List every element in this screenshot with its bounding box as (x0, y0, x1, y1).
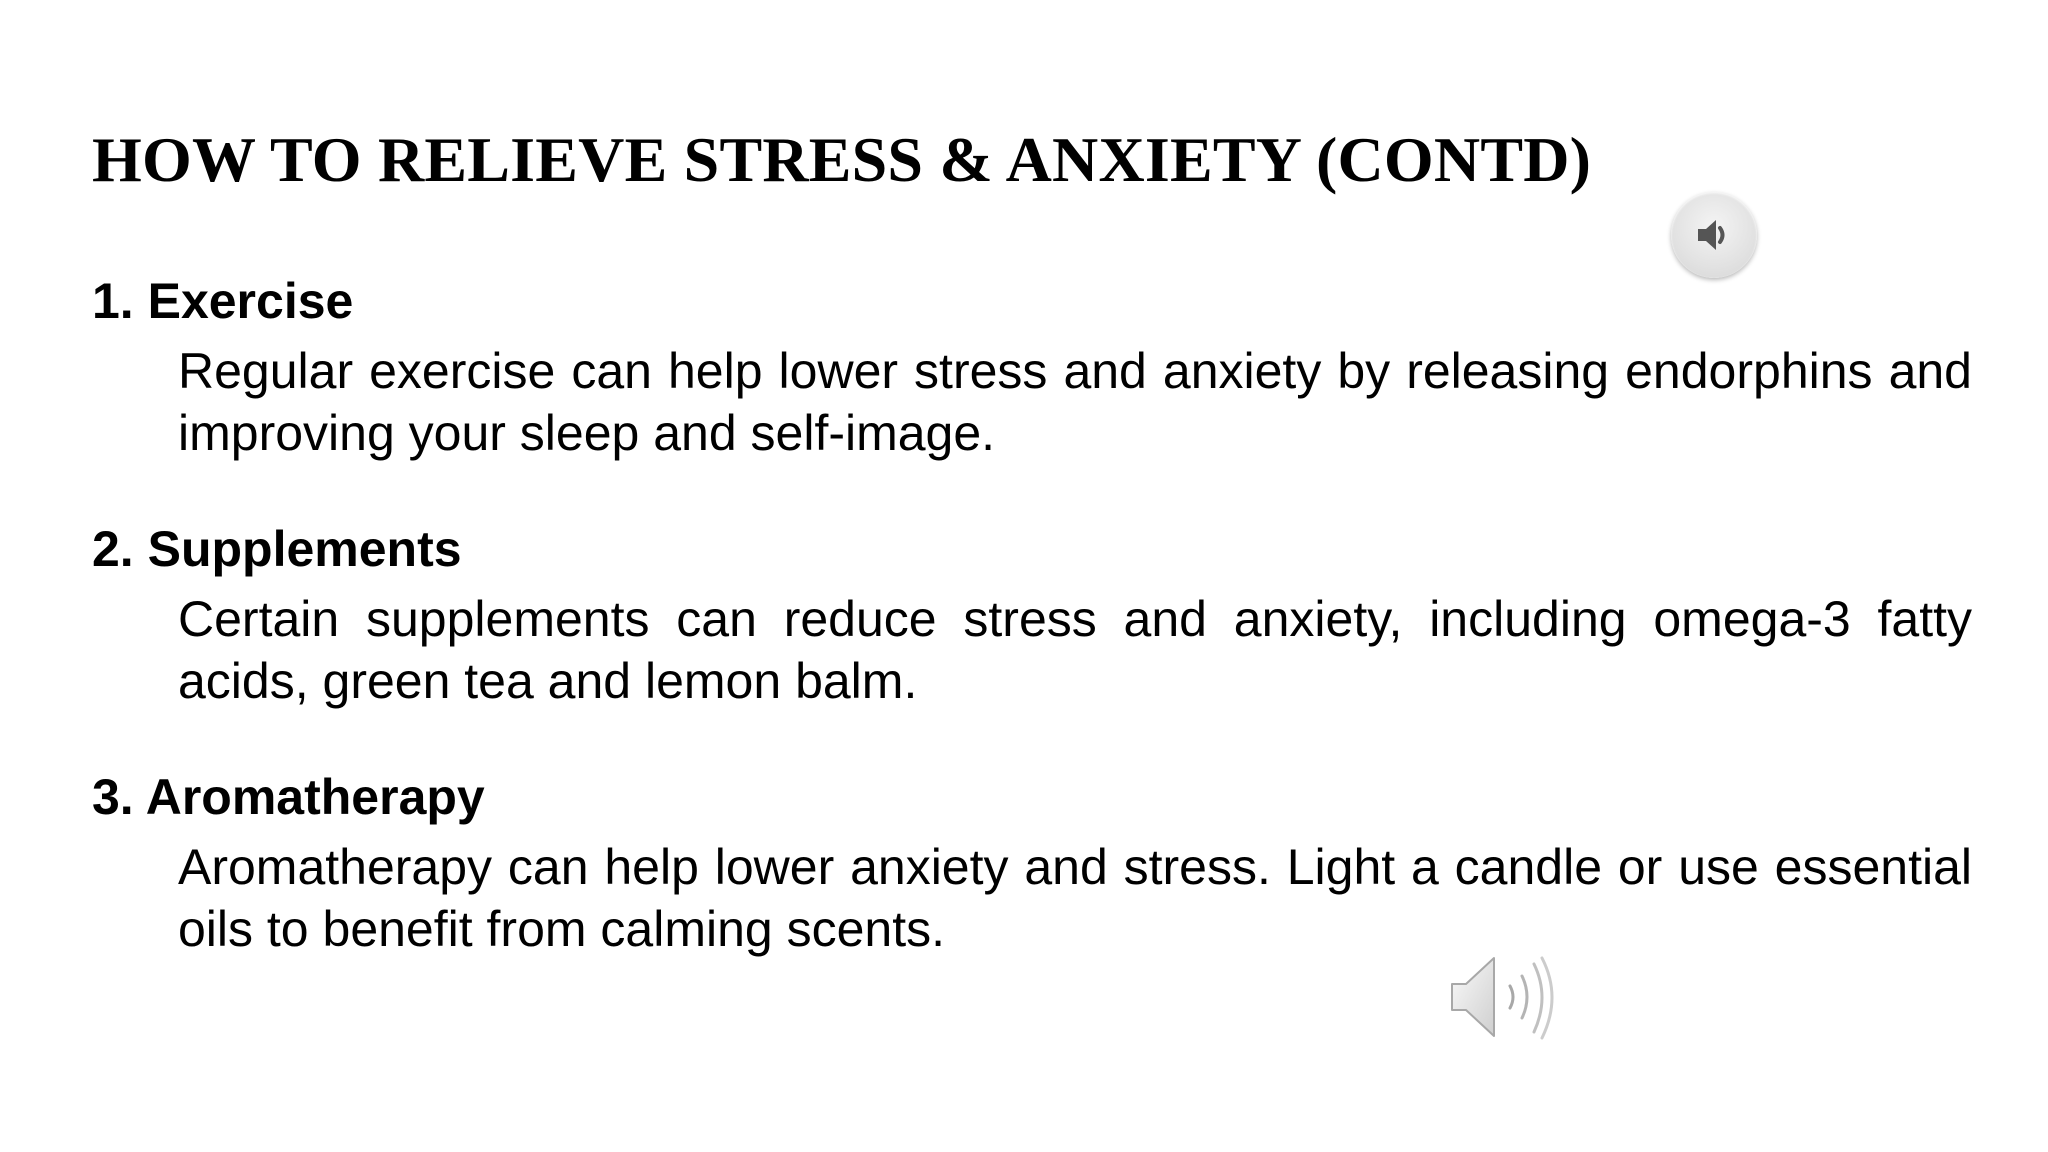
section-heading: 2. Supplements (92, 521, 462, 577)
section-heading: 1. Exercise (92, 273, 354, 329)
section-supplements (92, 518, 1972, 712)
slide-title: HOW TO RELIEVE STRESS & ANXIETY (CONTD) (92, 124, 1592, 195)
section-body: Certain supplements can reduce stress and anxiety, including omega-3 fatty acids, green tea and lemon balm. (178, 591, 1972, 709)
section-exercise (92, 270, 1972, 464)
audio-play-button[interactable] (1671, 192, 1757, 278)
section-body: Aromatherapy can help lower anxiety and stress. Light a candle or use essential oils to benefit from calming scents. (178, 839, 1972, 957)
section-body: Regular exercise can help lower stress and anxiety by releasing endorphins and improving your sleep and self-image. (178, 343, 1972, 461)
speaker-volume-icon (1692, 213, 1736, 257)
section-aromatherapy (92, 766, 1972, 960)
speaker-sound-icon[interactable] (1448, 952, 1562, 1042)
section-heading: 3. Aromatherapy (92, 769, 485, 825)
